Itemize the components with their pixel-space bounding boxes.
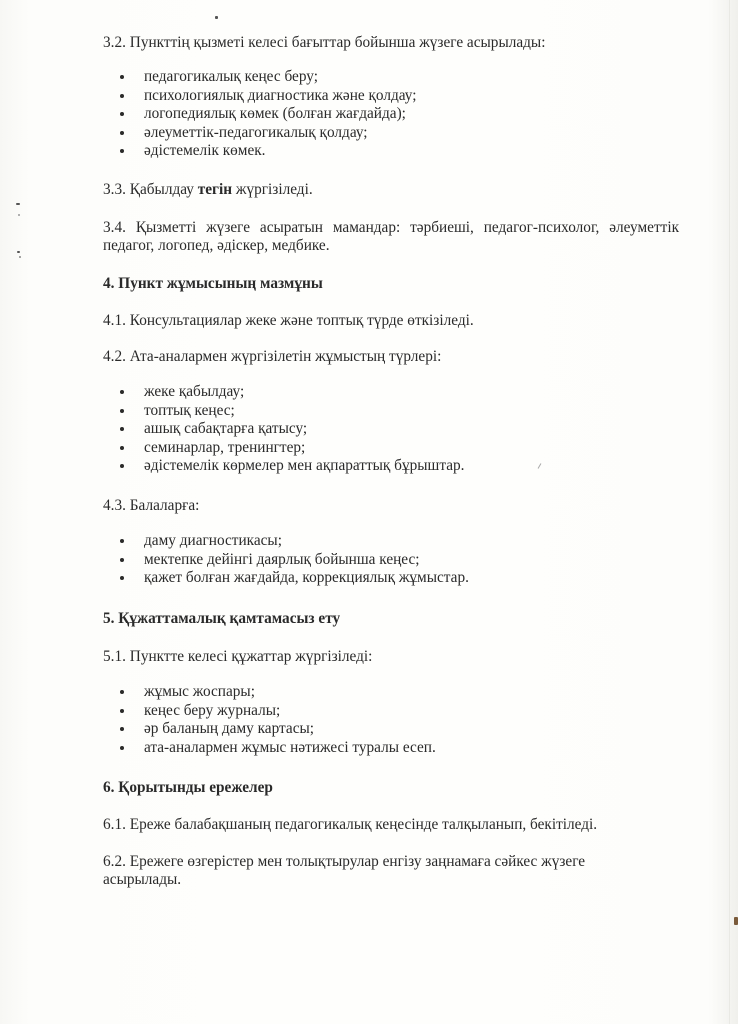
list-item-text: семинарлар, тренингтер; — [144, 438, 306, 456]
bullet-icon — [120, 94, 124, 98]
list-item-text: әр баланың даму картасы; — [144, 720, 315, 737]
paragraph-6-1: 6.1. Ереже балабақшаның педагогикалық кеңесінде талқыланып, бекітіледі. — [103, 816, 598, 833]
list-item — [120, 532, 469, 551]
bullet-icon — [120, 690, 124, 694]
paragraph-4-1: 4.1. Консультациялар жеке және топтық түрде өткізіледі. — [103, 312, 474, 329]
heading-section-5: 5. Құжаттамалық қамтамасыз ету — [103, 610, 341, 627]
scan-speck — [19, 256, 21, 258]
list-item-text: ата-аналармен жұмыс нәтижесі туралы есеп. — [144, 738, 436, 756]
paragraph-6-2: 6.2. Ережеге өзгерістер мен толықтырулар енгізу заңнамаға сәйкес жүзеге асырылады. — [103, 853, 586, 888]
scan-speck — [538, 463, 542, 469]
list-3-2 — [120, 68, 417, 161]
list-item — [120, 124, 417, 143]
list-item — [120, 142, 417, 161]
paragraph-3-3 — [103, 181, 679, 199]
heading-section-6: 6. Қорытынды ережелер — [103, 779, 273, 796]
bullet-icon — [120, 464, 124, 468]
list-item — [120, 739, 436, 758]
bullet-icon — [120, 446, 124, 450]
list-item — [120, 402, 464, 421]
list-item-text: ашық сабақтарға қатысу; — [144, 420, 308, 437]
bullet-icon — [120, 558, 124, 562]
list-item — [120, 702, 436, 721]
list-4-3 — [120, 532, 469, 588]
bullet-icon — [120, 149, 124, 153]
scan-speck — [215, 16, 218, 19]
paragraph-4-2: 4.2. Ата-аналармен жүргізілетін жұмыстың түрлері: — [103, 348, 442, 365]
scan-speck — [734, 917, 738, 925]
list-item-text: қажет болған жағдайда, коррекциялық жұмыстар. — [144, 569, 469, 586]
list-item-text: кеңес беру журналы; — [144, 701, 281, 719]
paragraph-5-1: 5.1. Пунктте келесі құжаттар жүргізіледі: — [103, 648, 373, 665]
list-item — [120, 457, 464, 476]
list-item-text: психологиялық диагностика және қолдау; — [144, 86, 417, 104]
bullet-icon — [120, 75, 124, 79]
list-item — [120, 68, 417, 87]
paragraph-3-3-suffix: жүргізіледі. — [232, 181, 313, 198]
list-item — [120, 105, 417, 124]
scan-speck — [16, 203, 20, 205]
list-item-text: жеке қабылдау; — [144, 383, 245, 400]
bullet-icon — [120, 746, 124, 750]
list-item-text: логопедиялық көмек (болған жағдайда); — [144, 105, 406, 122]
list-item-text: мектепке дейінгі даярлық бойынша кеңес; — [144, 550, 420, 568]
paragraph-3-3-prefix: 3.3. Қабылдау — [103, 181, 198, 198]
bullet-icon — [120, 727, 124, 731]
paragraph-3-2: 3.2. Пункттің қызметі келесі бағыттар бойынша жүзеге асырылады: — [103, 34, 546, 51]
paragraph-4-3: 4.3. Балаларға: — [103, 497, 200, 514]
bullet-icon — [120, 427, 124, 431]
heading-section-4: 4. Пункт жұмысының мазмұны — [103, 275, 323, 292]
list-item — [120, 720, 436, 739]
list-item-text: әдістемелік көмек. — [144, 142, 266, 159]
list-item-text: топтық кеңес; — [144, 401, 235, 419]
bullet-icon — [120, 112, 124, 116]
list-item — [120, 683, 436, 702]
list-item — [120, 383, 464, 402]
bullet-icon — [120, 576, 124, 580]
list-item — [120, 551, 469, 570]
list-item-text: даму диагностикасы; — [144, 532, 282, 549]
scan-speck — [17, 251, 20, 253]
bullet-icon — [120, 539, 124, 543]
list-5-1 — [120, 683, 436, 757]
paragraph-3-3-emphasis: тегін — [197, 181, 233, 198]
list-item-text: әдістемелік көрмелер мен ақпараттық бұрыштар. — [144, 457, 465, 474]
bullet-icon — [120, 709, 124, 713]
list-4-2 — [120, 383, 464, 476]
list-item — [120, 569, 469, 588]
list-item-text: әлеуметтік-педагогикалық қолдау; — [144, 123, 368, 141]
list-item — [120, 439, 464, 458]
bullet-icon — [120, 131, 124, 135]
list-item — [120, 87, 417, 106]
bullet-icon — [120, 390, 124, 394]
list-item — [120, 420, 464, 439]
list-item-text: педагогикалық кеңес беру; — [144, 68, 318, 85]
bullet-icon — [120, 409, 124, 413]
list-item-text: жұмыс жоспары; — [144, 683, 255, 700]
paragraph-3-4: 3.4. Қызметті жүзеге асыратын мамандар: тәрбиеші, педагог-психолог, әлеуметтік педагог, логопед, әдіскер, медбике. — [103, 219, 679, 254]
page-edge — [729, 0, 730, 1024]
scan-speck — [18, 214, 20, 216]
